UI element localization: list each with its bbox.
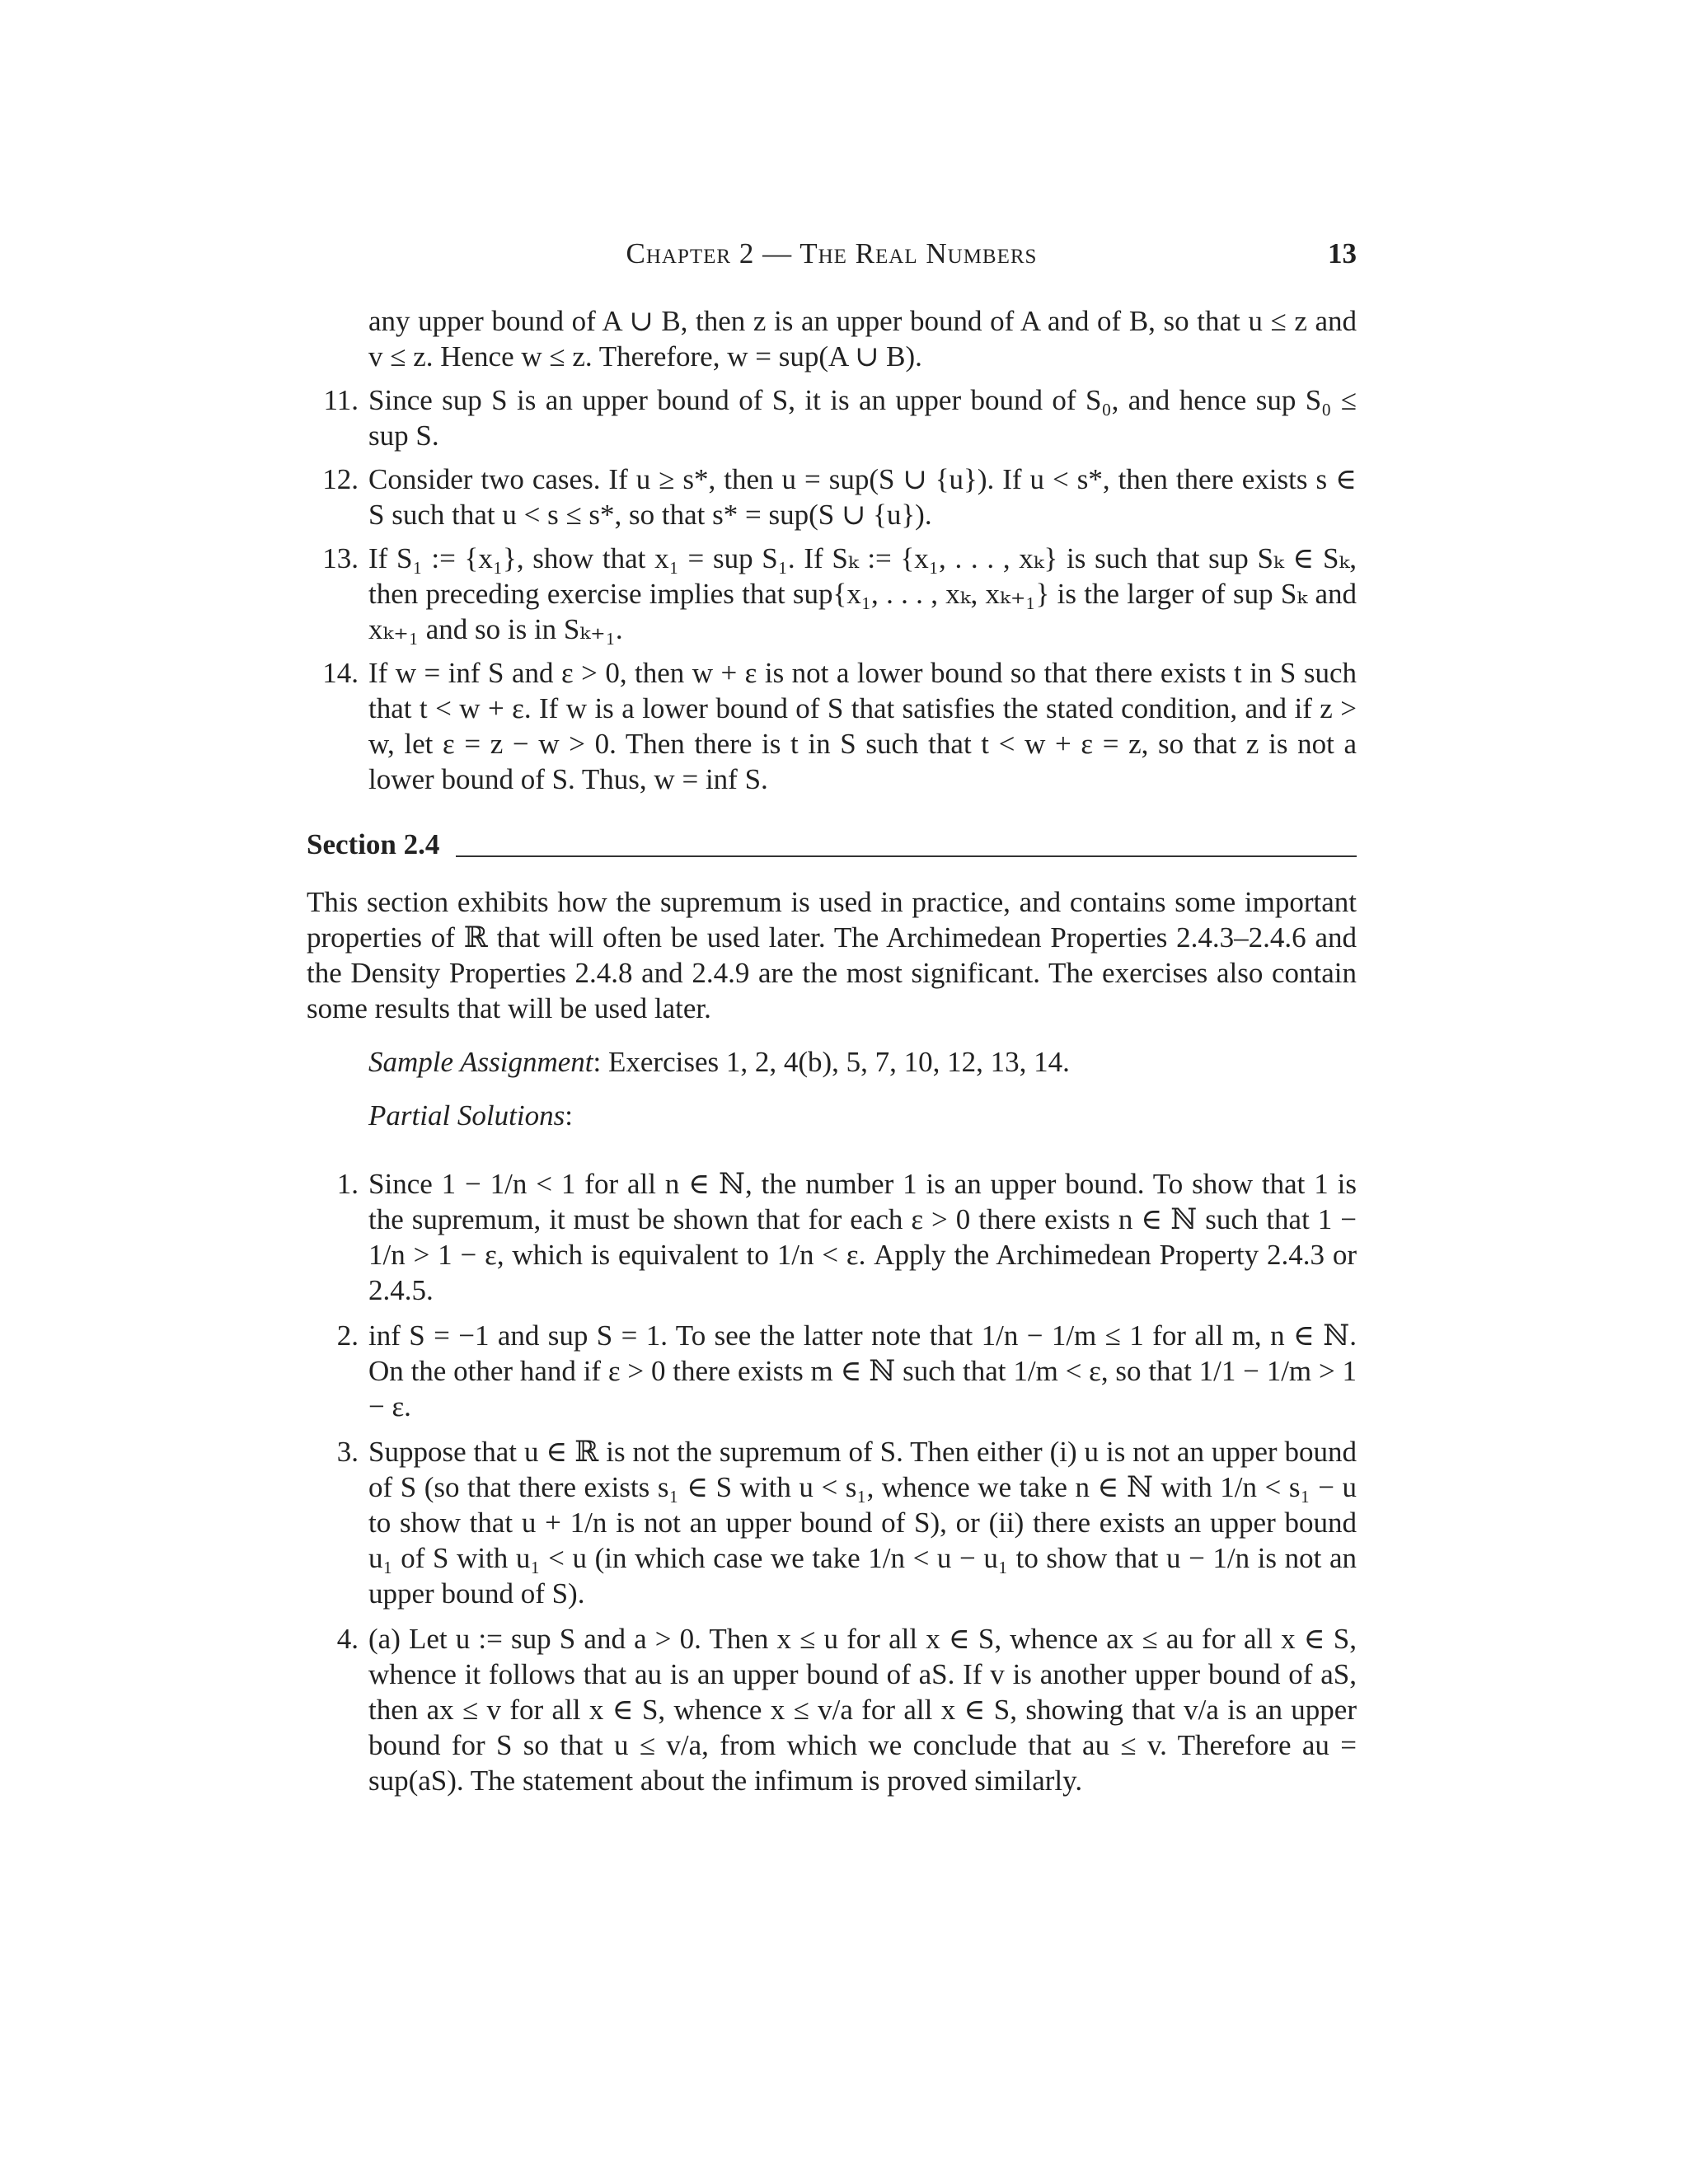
item-number: 3.: [336, 1436, 359, 1468]
item-text: (a) Let u := sup S and a > 0. Then x ≤ u for all x ∈ S, whence ax ≤ au for all x ∈ S, whence it follows that au is an upper bound of aS. If v is another upper bound of aS, then ax ≤ v for all x ∈ S, whence x ≤ v/a for all x ∈ S, showing that v/a is an upper bound for S so that u ≤ v/a, from which we conclude that au ≤ v. Therefore au = sup(aS). The statement about the infimum is proved similarly.: [368, 1623, 1357, 1797]
continued-solution-text: any upper bound of A ∪ B, then z is an upper bound of A and of B, so that u ≤ z and v ≤ z. Hence w ≤ z. Therefore, w = sup(A ∪ B).: [368, 305, 1357, 373]
page-header: [307, 237, 1357, 275]
chapter-title: Chapter 2 — The Real Numbers: [626, 237, 1038, 269]
list-item: [307, 1434, 1357, 1611]
item-text: Consider two cases. If u ≥ s*, then u = sup(S ∪ {u}). If u < s*, then there exists s ∈ S such that u < s ≤ s*, so that s* = sup(S ∪ {u}).: [368, 463, 1357, 531]
item-text: Since sup S is an upper bound of S, it is an upper bound of S₀, and hence sup S₀ ≤ sup S.: [368, 384, 1357, 452]
section-title: Section 2.4: [307, 828, 456, 861]
item-number: 14.: [322, 657, 359, 689]
list-item: [307, 382, 1357, 453]
item-number: 11.: [323, 384, 359, 416]
item-number: 13.: [322, 542, 359, 574]
section-heading: [307, 828, 1357, 869]
previous-section-solutions: [307, 303, 1357, 797]
partial-solutions-heading: Partial Solutions:: [368, 1099, 573, 1132]
item-number: 4.: [336, 1623, 359, 1655]
list-item: [307, 1166, 1357, 1308]
section-body: [307, 884, 1357, 1798]
list-item: [307, 541, 1357, 647]
item-number: 2.: [336, 1319, 359, 1352]
item-text: If S₁ := {x₁}, show that x₁ = sup S₁. If Sₖ := {x₁, . . . , xₖ} is such that sup Sₖ ∈ Sₖ, then preceding exercise implies that sup{x₁, . . . , xₖ, xₖ₊₁} is the larger of sup Sₖ and xₖ₊₁ and so is in Sₖ₊₁.: [368, 542, 1357, 645]
sample-assignment-text: : Exercises 1, 2, 4(b), 5, 7, 10, 12, 13, 14.: [593, 1046, 1070, 1078]
sample-assignment-label: Sample Assignment: [368, 1046, 593, 1078]
list-item: [307, 1621, 1357, 1798]
list-item: [307, 462, 1357, 532]
sample-assignment: [307, 1044, 1357, 1080]
item-text: Suppose that u ∈ ℝ is not the supremum of S. Then either (i) u is not an upper bound of S (so that there exists s₁ ∈ S with u < s₁, whence we take n ∈ ℕ with 1/n < s₁ − u to show that u + 1/n is not an upper bound of S), or (ii) there exists an upper bound u₁ of S with u₁ < u (in which case we take 1/n < u − u₁ to show that u − 1/n is not an upper bound of S).: [368, 1436, 1357, 1610]
partial-solutions-label: Partial Solutions: [368, 1099, 565, 1132]
section-rule: [307, 855, 1357, 857]
item-text: If w = inf S and ε > 0, then w + ε is not a lower bound so that there exists t in S such that t < w + ε. If w is a lower bound of S that satisfies the stated condition, and if z > w, let ε = z − w > 0. Then there is t in S such that t < w + ε = z, so that z is not a lower bound of S. Thus, w = inf S.: [368, 657, 1357, 795]
item-number: 12.: [322, 463, 359, 495]
section-intro: This section exhibits how the supremum is used in practice, and contains some important properties of ℝ that will often be used later. The Archimedean Properties 2.4.3–2.4.6 and the Density Properties 2.4.8 and 2.4.9 are the most significant. The exercises also contain some results that will be used later.: [307, 886, 1357, 1024]
item-number: 1.: [336, 1168, 359, 1200]
list-item: [307, 1318, 1357, 1424]
item-text: inf S = −1 and sup S = 1. To see the latter note that 1/n − 1/m ≤ 1 for all m, n ∈ ℕ. On the other hand if ε > 0 there exists m ∈ ℕ such that 1/m < ε, so that 1/1 − 1/m > 1 − ε.: [368, 1319, 1357, 1422]
list-item: [307, 655, 1357, 797]
page-number: 13: [1328, 237, 1357, 269]
item-text: Since 1 − 1/n < 1 for all n ∈ ℕ, the number 1 is an upper bound. To show that 1 is the supremum, it must be shown that for each ε > 0 there exists n ∈ ℕ such that 1 − 1/n > 1 − ε, which is equivalent to 1/n < ε. Apply the Archimedean Property 2.4.3 or 2.4.5.: [368, 1168, 1357, 1306]
